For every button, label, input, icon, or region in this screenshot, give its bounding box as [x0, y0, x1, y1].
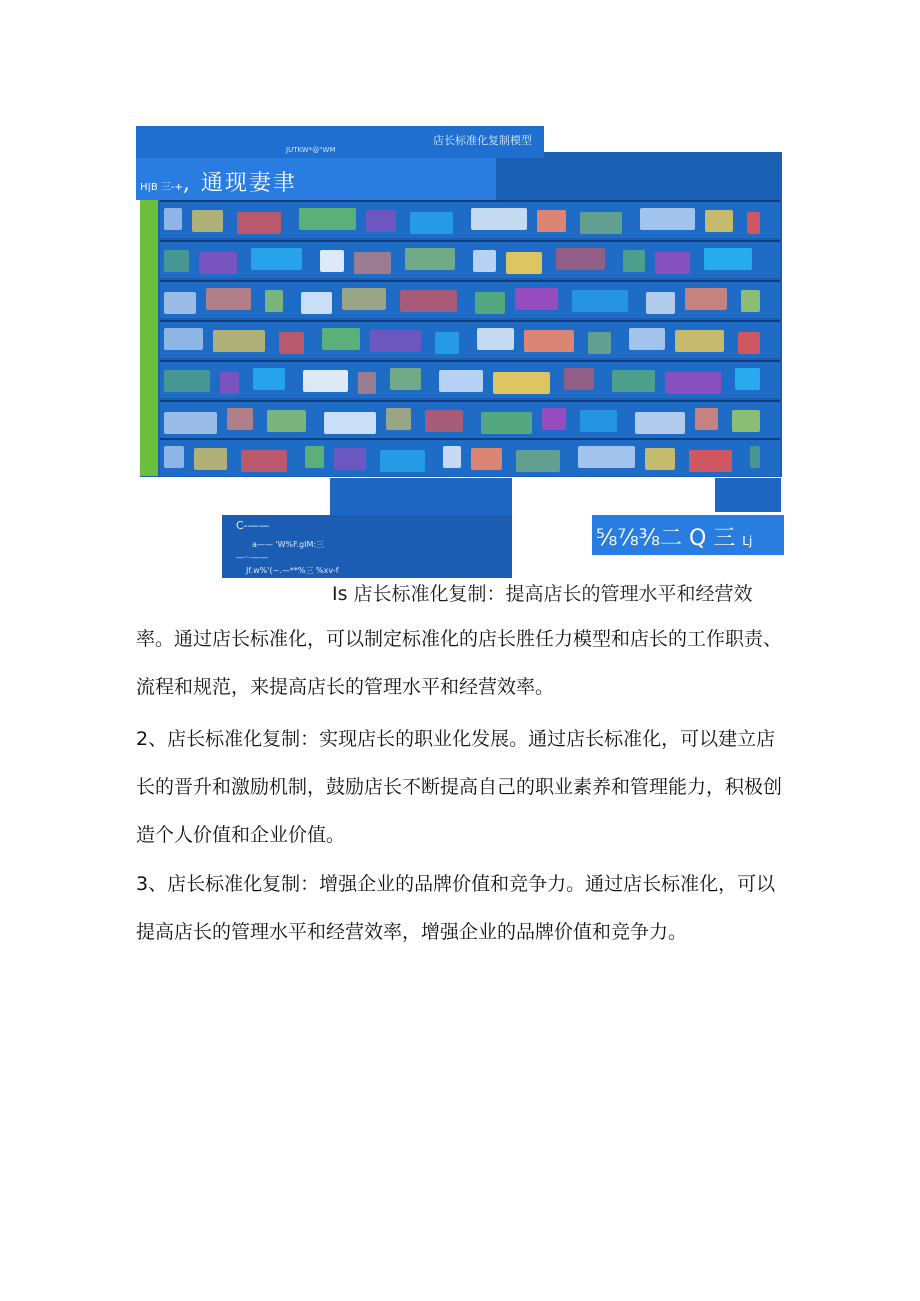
mosaic-thumbnail [299, 208, 356, 230]
mosaic-thumbnail [747, 212, 760, 234]
mosaic-thumbnail [354, 252, 391, 274]
mosaic-thumbnail [164, 370, 210, 392]
mosaic-thumbnail [732, 410, 760, 432]
mosaic-banner [136, 158, 496, 200]
mosaic-thumbnail [738, 332, 760, 354]
mosaic-thumbnail [481, 412, 532, 434]
mosaic-thumbnail [640, 208, 695, 230]
mosaic-thumbnail [612, 370, 655, 392]
mosaic-bl-line-3: —··-—— [236, 553, 268, 562]
mosaic-thumbnail [241, 450, 287, 472]
mosaic-thumbnail [267, 410, 306, 432]
mosaic-thumbnail [301, 292, 332, 314]
mosaic-thumbnail [435, 332, 459, 354]
mosaic-thumbnail [213, 330, 265, 352]
mosaic-thumbnail [629, 328, 665, 350]
mosaic-thumbnail [493, 372, 550, 394]
mosaic-thumbnail [524, 330, 574, 352]
mosaic-thumbnail [192, 210, 223, 232]
mosaic-thumbnail [645, 448, 675, 470]
mosaic-banner-prefix: H|B 三-+ [140, 182, 183, 193]
mosaic-br-suffix: Lj [742, 534, 753, 548]
mosaic-thumbnail [689, 450, 732, 472]
mosaic-thumbnail [380, 450, 425, 472]
mosaic-thumbnail [342, 288, 386, 310]
mosaic-thumbnail [305, 446, 324, 468]
mosaic-row [160, 280, 780, 318]
mosaic-thumbnail [322, 328, 360, 350]
mosaic-thumbnail [253, 368, 285, 390]
mosaic-thumbnail [623, 250, 645, 272]
mosaic-thumbnail [695, 408, 718, 430]
mosaic-thumbnail [405, 248, 455, 270]
mosaic-thumbnail [320, 250, 344, 272]
model-mosaic-image [0, 0, 920, 580]
mosaic-thumbnail [537, 210, 566, 232]
mosaic-thumbnail [164, 208, 182, 230]
mosaic-thumbnail [227, 408, 253, 430]
paragraph-3: 3、店长标准化复制：增强企业的品牌价值和竞争力。通过店长标准化，可以提高店长的管理水平和经营效率，增强企业的品牌价值和竞争力。 [136, 873, 776, 943]
mosaic-thumbnail [564, 368, 594, 390]
mosaic-thumbnail [750, 446, 760, 468]
mosaic-bottom-right-lower [592, 515, 784, 555]
mosaic-thumbnail [704, 248, 752, 270]
paragraph-2: 2、店长标准化复制：实现店长的职业化发展。通过店长标准化，可以建立店长的晋升和激励机制，鼓励店长不断提高自己的职业素养和管理能力，积极创造个人价值和企业价值。 [136, 728, 783, 846]
mosaic-row [160, 360, 780, 398]
mosaic-thumbnail [366, 210, 396, 232]
mosaic-thumbnail [665, 372, 721, 394]
mosaic-thumbnail [164, 250, 189, 272]
mosaic-thumbnail [578, 446, 635, 468]
mosaic-thumbnail [400, 290, 457, 312]
mosaic-thumbnail [542, 408, 566, 430]
mosaic-thumbnail [572, 290, 628, 312]
mosaic-thumbnail [220, 372, 239, 394]
mosaic-thumbnail [279, 332, 304, 354]
mosaic-bottom-left-lower [222, 515, 512, 578]
mosaic-thumbnail [655, 252, 690, 274]
mosaic-thumbnail [685, 288, 727, 310]
mosaic-thumbnail [588, 332, 611, 354]
mosaic-thumbnail [473, 250, 496, 272]
mosaic-thumbnail [386, 408, 411, 430]
mosaic-row [160, 240, 780, 278]
mosaic-thumbnail [164, 328, 203, 350]
mosaic-thumbnail [237, 212, 281, 234]
mosaic-thumbnail [506, 252, 542, 274]
mosaic-thumbnail [358, 372, 376, 394]
mosaic-thumbnail [516, 450, 560, 472]
mosaic-bl-line-4: Jf.w%'(~.—**%三 %xv-f [246, 566, 339, 575]
mosaic-thumbnail [425, 410, 463, 432]
mosaic-thumbnail [206, 288, 251, 310]
mosaic-thumbnail [741, 290, 760, 312]
mosaic-thumbnail [515, 288, 558, 310]
mosaic-banner-text: , 通现妻聿 [182, 171, 297, 196]
mosaic-row [160, 200, 780, 238]
mosaic-row [160, 400, 780, 438]
mosaic-thumbnail [410, 212, 453, 234]
mosaic-thumbnail [580, 212, 622, 234]
mosaic-thumbnail [334, 448, 366, 470]
mosaic-thumbnail [303, 370, 348, 392]
mosaic-thumbnail [194, 448, 227, 470]
mosaic-thumbnail [705, 210, 733, 232]
mosaic-bottom-right-upper [715, 478, 781, 512]
mosaic-thumbnail [251, 248, 302, 270]
mosaic-subtitle: JUTKW*@"WM [286, 146, 336, 154]
mosaic-thumbnail [475, 292, 505, 314]
mosaic-thumbnail [199, 252, 237, 274]
mosaic-thumbnail [324, 412, 376, 434]
mosaic-thumbnail [439, 370, 483, 392]
mosaic-thumbnail [390, 368, 421, 390]
mosaic-br-text: ⅝⅞⅜二 Q 三 [596, 526, 736, 551]
mosaic-thumbnail [471, 208, 527, 230]
mosaic-thumbnail [370, 330, 421, 352]
mosaic-row [160, 320, 780, 358]
mosaic-thumbnail [580, 410, 617, 432]
mosaic-thumbnail [635, 412, 685, 434]
mosaic-thumbnail [735, 368, 760, 390]
mosaic-thumbnail [164, 446, 184, 468]
mosaic-thumbnail [471, 448, 502, 470]
mosaic-thumbnail [443, 446, 461, 468]
mosaic-title: 店长标准化复制模型 [433, 134, 532, 147]
mosaic-thumbnail [675, 330, 724, 352]
mosaic-bl-line-1: C-—— [236, 519, 270, 532]
mosaic-row [160, 438, 780, 476]
mosaic-subtitle-bar [136, 146, 496, 158]
paragraph-1-first-line: Is 店长标准化复制：提高店长的管理水平和经营效 [332, 583, 753, 605]
mosaic-thumbnail [646, 292, 675, 314]
mosaic-thumbnail [265, 290, 283, 312]
mosaic-thumbnail [556, 248, 605, 270]
mosaic-side-rail [140, 200, 158, 476]
mosaic-bl-line-2: a—— 'W%F.gIM:三 [252, 540, 325, 549]
mosaic-thumbnail [164, 412, 217, 434]
paragraph-1: 率。通过店长标准化，可以制定标准化的店长胜任力模型和店长的工作职责、流程和规范，来提高店长的管理水平和经营效率。 [136, 628, 783, 698]
mosaic-thumbnail [477, 328, 514, 350]
mosaic-thumbnail [164, 292, 196, 314]
